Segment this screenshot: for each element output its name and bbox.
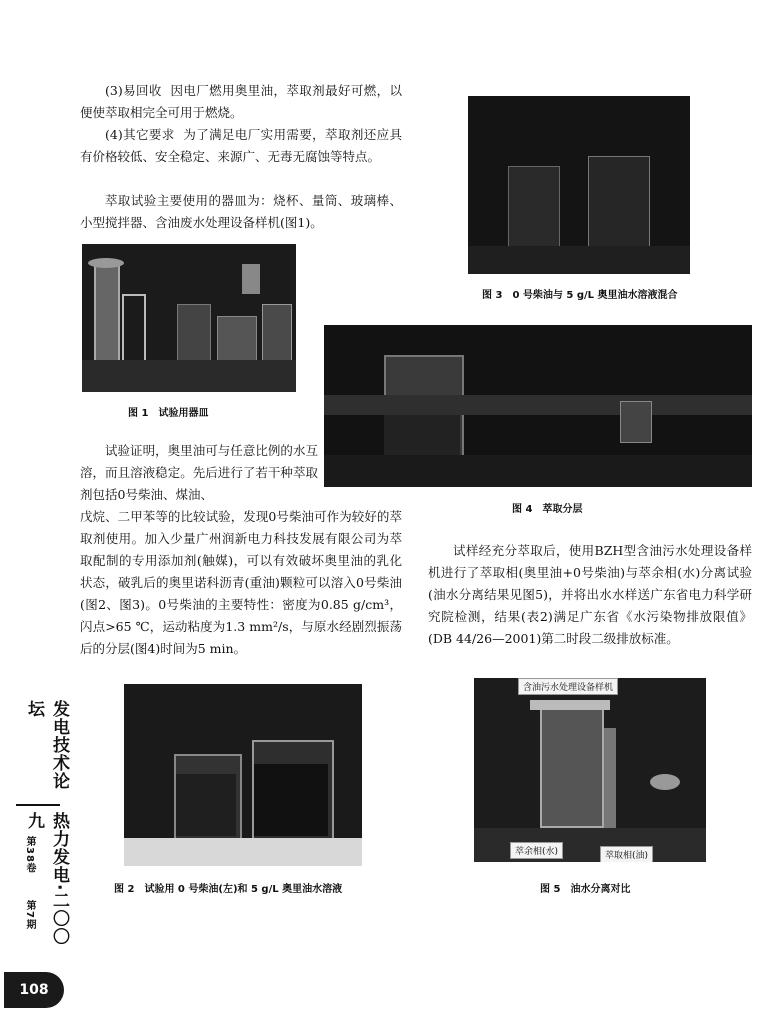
figure-5-caption: 图 5 油水分离对比 (540, 884, 631, 895)
issue-number: 第7期 (24, 900, 35, 930)
recovery-label: (3)易回收 (105, 83, 162, 98)
other-requirements-text: 为了满足电厂实用需要，萃取剂还应具有价格较低、安全稳定、来源广、无毒无腐蚀等特点。 (80, 127, 402, 164)
figure-1-caption: 图 1 试验用器皿 (128, 408, 209, 419)
paragraph-other-requirements (80, 124, 402, 168)
figure-5-label-top: 含油污水处理设备样机 (518, 678, 618, 695)
paragraph-apparatus: 萃取试验主要使用的器皿为：烧杯、量筒、玻璃棒、小型搅拌器、含油废水处理设备样机(图1)。 (80, 193, 402, 230)
paragraph-experiment-b: 戊烷、二甲苯等的比较试验，发现0号柴油可作为较好的萃取剂使用。加入少量广州润新电力科技发展有限公司为萃取配制的专用添加剂(触媒)，可以有效破坏奥里油的乳化状态，破乳后的奥里诺科沥青(重油)颗粒可以溶入0号柴油(图2、图3)。0号柴油的主要特性：密度为0.85 g/cm³，闪点>65 ℃，运动粘度为1.3 mm²/s，与原水经剧烈振荡后的分层(图4)时间为5 min。 (80, 509, 402, 656)
paragraph-separation: 试样经充分萃取后，使用BZH型含油污水处理设备样机进行了萃取相(奥里油+0号柴油)与萃余相(水)分离试验(油水分离结果见图5)，并将出水水样送广东省电力科学研究院检测，结果(表2)满足广东省《水污染物排放限值》(DB 44/26—2001)第二时段二级排放标准。 (428, 543, 752, 646)
magazine-title: 热力发电·二〇〇九 (24, 812, 69, 946)
other-requirements-label: (4)其它要求 (105, 127, 175, 142)
figure-3-photo (468, 96, 690, 274)
figure-1-photo (82, 244, 296, 392)
volume-number: 第38卷 (24, 836, 35, 874)
figure-3-caption: 图 3 0 号柴油与 5 g/L 奥里油水溶液混合 (482, 290, 678, 301)
page-number: 108 (4, 972, 64, 1008)
recovery-text: 因电厂燃用奥里油，萃取剂最好可燃，以便使萃取相完全可用于燃烧。 (80, 83, 402, 120)
figure-5-label-right: 萃取相(油) (600, 846, 653, 862)
figure-2-photo (124, 684, 362, 866)
paragraph-experiment-a: 试验证明，奥里油可与任意比例的水互溶，而且溶液稳定。先后进行了若干种萃取剂包括0号柴油、煤油、 (80, 443, 318, 502)
figure-4-photo (324, 325, 752, 487)
figure-5-photo (474, 678, 706, 862)
figure-4-caption: 图 4 萃取分层 (512, 504, 583, 515)
figure-2-caption: 图 2 试验用 0 号柴油(左)和 5 g/L 奥里油水溶液 (114, 884, 343, 895)
paragraph-recovery (80, 80, 402, 124)
journal-column-title: 发电技术论坛 (24, 700, 69, 790)
figure-5-label-left: 萃余相(水) (510, 842, 563, 859)
